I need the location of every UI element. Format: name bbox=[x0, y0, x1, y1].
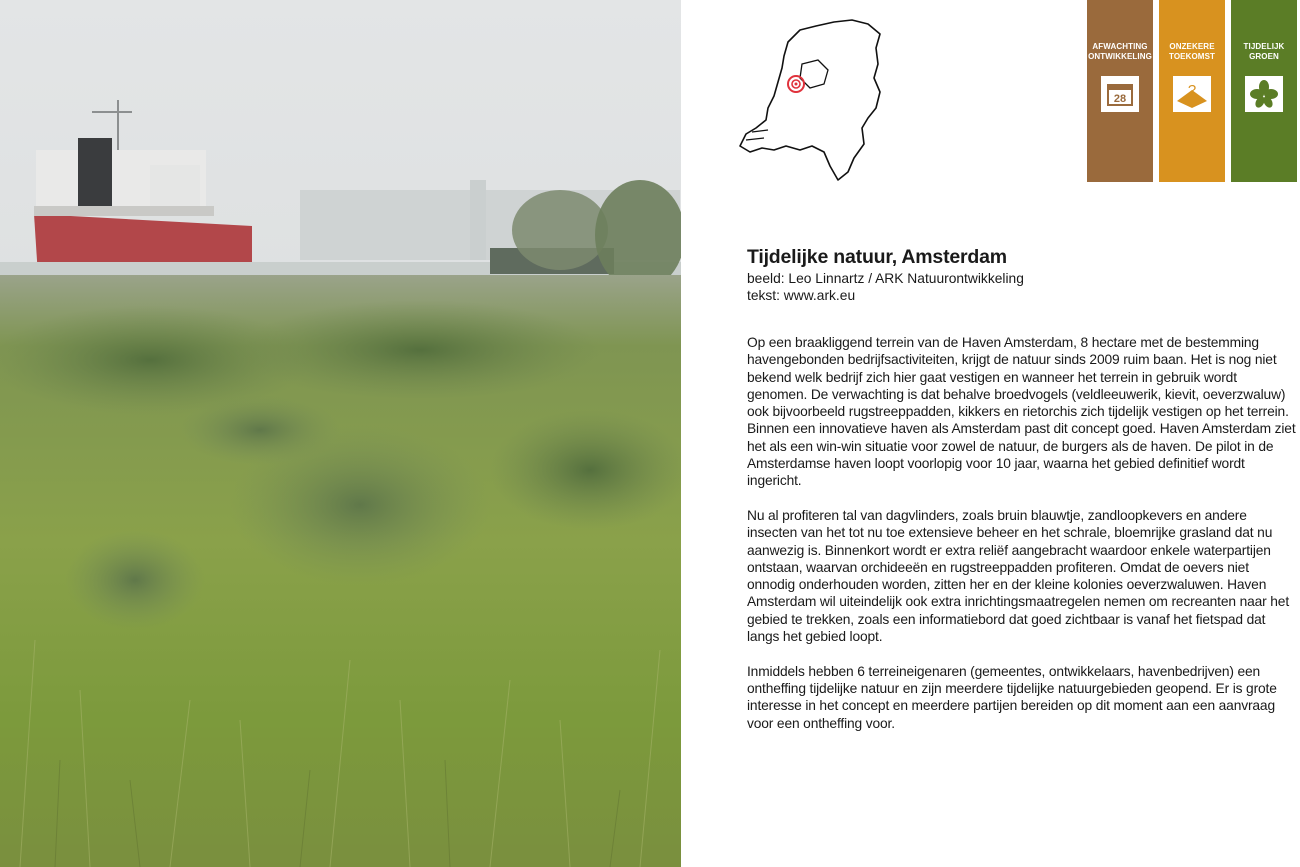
tab-label: ONZEKERE TOEKOMST bbox=[1169, 42, 1215, 61]
svg-text:?: ? bbox=[1187, 82, 1197, 99]
tab-tijdelijk-groen bbox=[1231, 0, 1297, 182]
article-body bbox=[747, 334, 1300, 732]
leaf-icon bbox=[1245, 76, 1283, 112]
location-target-icon bbox=[788, 76, 804, 92]
tab-onzekere-toekomst bbox=[1159, 0, 1225, 182]
image-credit: beeld: Leo Linnartz / ARK Natuurontwikkeling bbox=[747, 271, 1024, 286]
question-icon bbox=[1173, 76, 1211, 112]
tab-label: AFWACHTING ONTWIKKELING bbox=[1088, 42, 1152, 61]
calendar-icon bbox=[1101, 76, 1139, 112]
paragraph: Nu al profiteren tal van dagvlinders, zoals bruin blauwtje, zandloopkevers en andere insecten van het tot nu toe extensieve beheer en het schrale, bloemrijke grasland dat nu aanwezig is. Binnenkort wordt er extra reliëf aangebracht waardoor enkele waterpartijen ontstaan, waarvan orchideeën en rugstreeppadden profiteren. Omdat de oevers niet onnodig onderhouden worden, zitten her en der kleine kolonies oeverzwaluwen. Haven Amsterdam wil uiteindelijk ook extra inrichtingsmaatregelen nemen om recreanten naar het gebied te trekken, zoals een informatiebord dat goed zichtbaar is vanaf het fietspad dat langs het gebied loopt. bbox=[747, 507, 1290, 645]
page-title: Tijdelijke natuur, Amsterdam bbox=[747, 246, 1007, 268]
paragraph: Op een braakliggend terrein van de Haven Amsterdam, 8 hectare met de bestemming havengebonden bedrijfsactiviteiten, krijgt de natuur sinds 2009 ruim baan. Het is nog niet bekend welk bedrijf zich hier gaat vestigen en wanneer het terrein in gebruik wordt genomen. De verwachting is dat behalve broedvogels (veldleeuwerik, kievit, oeverzwaluw) ook bijvoorbeeld rugstreeppadden, kikkers en rietorchis zich tijdelijk vestigen op het terrein. Binnen een innovatieve haven als Amsterdam past dit concept goed. Haven Amsterdam ziet het als een win-win situatie voor zowel de natuur, de burgers als de haven. De pilot in de Amsterdamse haven loopt voorlopig voor 10 jaar, waarna het gebied definitief wordt ingericht. bbox=[747, 335, 1296, 489]
text-credit: tekst: www.ark.eu bbox=[747, 288, 856, 303]
tab-label: TIJDELIJK GROEN bbox=[1243, 42, 1285, 61]
svg-text:28: 28 bbox=[1113, 93, 1127, 105]
netherlands-map-icon bbox=[738, 16, 884, 184]
article bbox=[747, 244, 1300, 749]
paragraph: Inmiddels hebben 6 terreineigenaren (gemeentes, ontwikkelaars, havenbedrijven) een ontheffing tijdelijke natuur en zijn meerdere tijdelijke natuurgebieden geopend. Er is grote interesse in het concept en meerdere partijen bereiden op dit moment aan een aanvraag voor een ontheffing voor. bbox=[747, 663, 1277, 731]
tab-afwachting-ontwikkeling bbox=[1087, 0, 1153, 182]
